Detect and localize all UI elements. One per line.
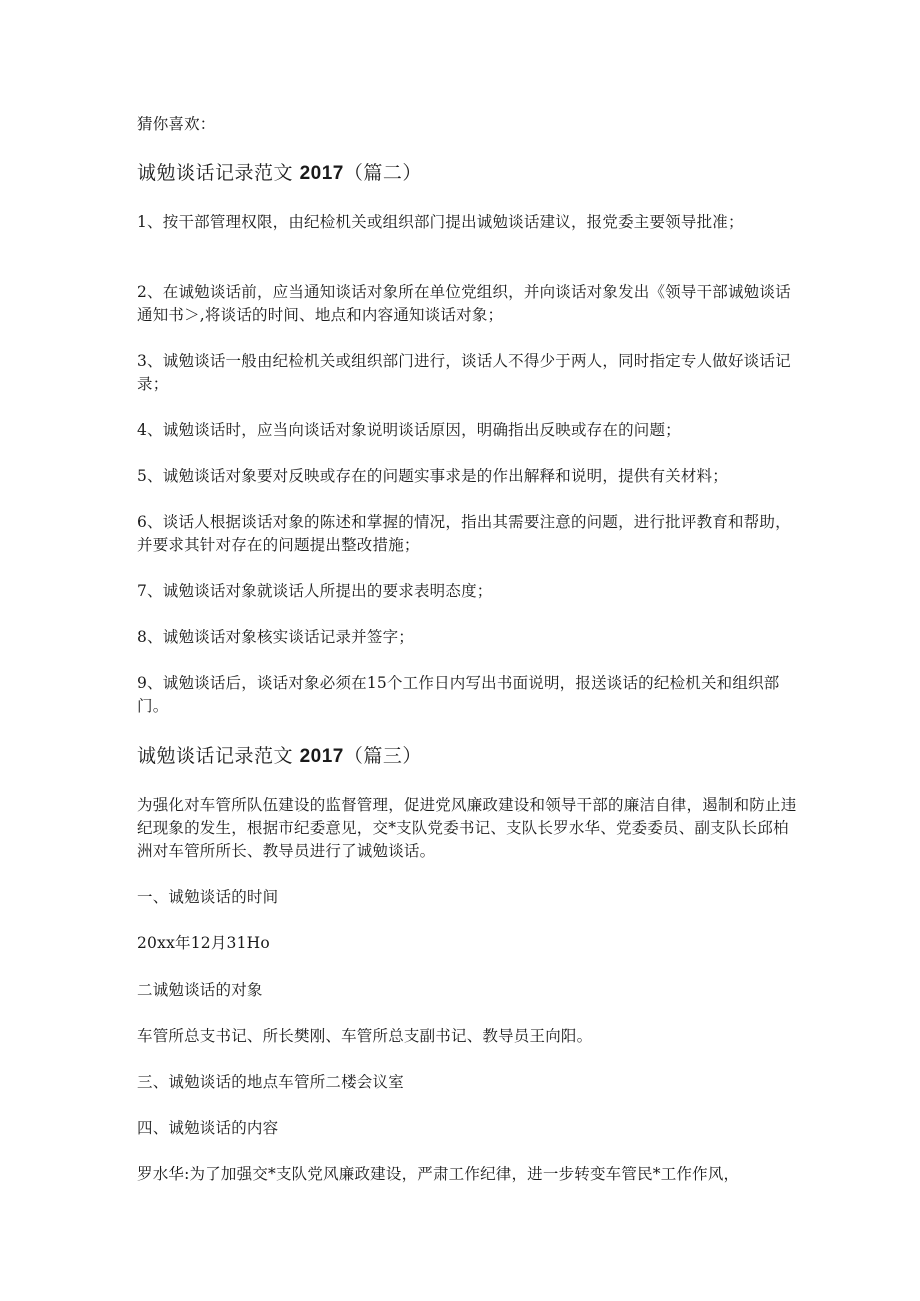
section-3-intro: 为强化对车管所队伍建设的监督管理，促进党风廉政建设和领导干部的廉洁自律，遏制和防止违纪现象的发生，根据市纪委意见，交*支队党委书记、支队长罗水华、党委委员、副支队长邱柏洲对车管所所长、教导员进行了诚勉谈话。: [137, 796, 797, 860]
section-2-item-5: 5、诚勉谈话对象要对反映或存在的问题实事求是的作出解释和说明，提供有关材料；: [137, 467, 728, 485]
section-2-item-7: 7、诚勉谈话对象就谈话人所提出的要求表明态度；: [137, 582, 493, 600]
section-3-title-year: 2017: [299, 746, 344, 767]
section-2-item-9: 9、诚勉谈话后，谈话对象必须在15个工作日内写出书面说明，报送谈话的纪检机关和组织部门。: [137, 674, 780, 715]
section-2-item-3: 3、诚勉谈话一般由纪检机关或组织部门进行，谈话人不得少于两人，同时指定专人做好谈话记录；: [137, 352, 791, 393]
section-2-item-4: 4、诚勉谈话时，应当向谈话对象说明谈话原因，明确指出反映或存在的问题；: [137, 421, 681, 439]
section-2-title-year: 2017: [299, 163, 344, 184]
location-text: 三、诚勉谈话的地点车管所二楼会议室: [137, 1073, 404, 1091]
content-heading: 四、诚勉谈话的内容: [137, 1119, 279, 1137]
section-2-item-6: 6、谈话人根据谈话对象的陈述和掌握的情况，指出其需要注意的问题，进行批评教育和帮助，并要求其针对存在的问题提出整改措施；: [137, 513, 791, 554]
target-value: 车管所总支书记、所长樊刚、车管所总支副书记、教导员王向阳。: [137, 1027, 593, 1045]
time-heading: 一、诚勉谈话的时间: [137, 888, 279, 906]
section-2-item-2: 2、在诚勉谈话前，应当通知谈话对象所在单位党组织，并向谈话对象发出《领导干部诚勉谈话通知书＞,将谈话的时间、地点和内容通知谈话对象；: [137, 283, 791, 324]
section-2-title-suffix: （篇二）: [343, 162, 422, 184]
content-start: 罗水华:为了加强交*支队党风廉政建设，严肃工作纪律，进一步转变车管民*工作作风，: [137, 1165, 740, 1183]
section-2-title-text: 诚勉谈话记录范文: [137, 162, 294, 184]
section-3-title-suffix: （篇三）: [343, 745, 422, 767]
section-3-title-text: 诚勉谈话记录范文: [137, 745, 294, 767]
section-3-title: [137, 743, 797, 770]
intro-text: 猜你喜欢：: [137, 115, 216, 133]
time-value: 20xx年12月31Ho: [137, 934, 270, 952]
target-heading: 二诚勉谈话的对象: [137, 981, 263, 999]
section-2-item-1: 1、按干部管理权限，由纪检机关或组织部门提出诚勉谈话建议，报党委主要领导批准；: [137, 213, 744, 231]
section-2-title: [137, 160, 797, 187]
section-2-item-8: 8、诚勉谈话对象核实谈话记录并签字；: [137, 628, 414, 646]
